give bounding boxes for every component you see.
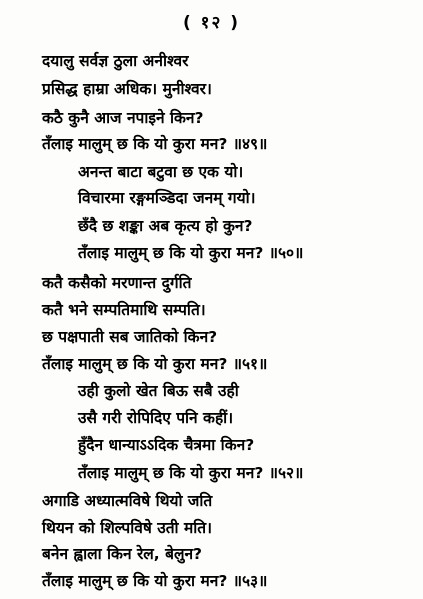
verse-line: तँलाइ मालुम् छ कि यो कुरा मन? ॥५०॥ (78, 244, 304, 262)
verse-line: थियन को शिल्पविषे उती मति। (42, 519, 212, 537)
verse-line: छ पक्षपाती सब जातिको किन? (42, 328, 218, 346)
verse-line: विचारमा रङ्गमञ्डिदा जनम् गयो। (78, 189, 256, 207)
verse-line: तँलाइ मालुम् छ कि यो कुरा मन? ॥५१॥ (42, 355, 268, 373)
verse-line: तँलाइ मालुम् छ कि यो कुरा मन? ॥५२॥ (78, 464, 304, 482)
verse-line: प्रसिद्ध हाम्रा अधिक। मुनीश्वर। (42, 80, 212, 98)
verse-line: दयालु सर्वज्ञ ठुला अनीश्वर (42, 52, 189, 70)
verse-line: कतै कसैको मरणान्त दुर्गति (42, 274, 192, 292)
verse-line: अगाडि अध्यात्मविषे थियो जति (42, 492, 213, 510)
verse-line: तँलाइ मालुम् छ कि यो कुरा मन? ॥४९॥ (42, 135, 268, 153)
verse-line: हुँदैन धान्याऽऽदिक चैत्रमा किन? (78, 436, 255, 454)
verse-line: कतै भने सम्पतिमाथि सम्पति। (42, 301, 206, 319)
verse-line: अनन्त बाटा बटुवा छ एक यो। (78, 163, 244, 181)
verse-line: तँलाइ मालुम् छ कि यो कुरा मन? ॥५३॥ (42, 572, 268, 590)
verse-line: उसै गरी रोपिदिए पनि कहीं। (78, 409, 234, 427)
verse-line: बनेन ह्वाला किन रेल, बेलुन? (42, 545, 203, 563)
page-number: ( १२ ) (182, 13, 241, 33)
verse-line: कठै कुनै आज नपाइने किन? (42, 109, 204, 127)
verse-line: उही कुलो खेत बिऊ सबै उही (78, 382, 239, 400)
verse-line: छँदै छ शङ्का अब कृत्य हो कुन? (78, 217, 253, 235)
